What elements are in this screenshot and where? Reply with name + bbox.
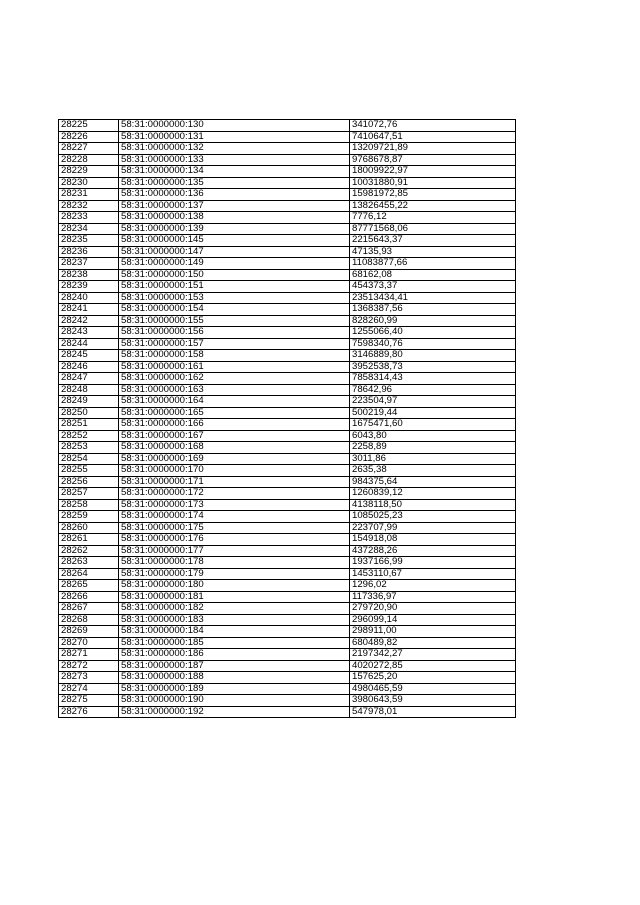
row-number-cell: 28243 [59, 327, 119, 339]
table-row [59, 269, 516, 281]
cadastral-number-cell: 58:31:0000000:175 [119, 522, 350, 534]
row-number-cell: 28252 [59, 430, 119, 442]
table-row [59, 545, 516, 557]
cadastral-number-cell: 58:31:0000000:149 [119, 258, 350, 270]
row-number-cell: 28235 [59, 235, 119, 247]
table-row [59, 522, 516, 534]
value-cell: 1260839,12 [350, 488, 516, 500]
cadastral-number-cell: 58:31:0000000:184 [119, 626, 350, 638]
value-cell: 87771568,06 [350, 223, 516, 235]
row-number-cell: 28269 [59, 626, 119, 638]
cadastral-number-cell: 58:31:0000000:154 [119, 304, 350, 316]
row-number-cell: 28228 [59, 154, 119, 166]
cadastral-number-cell: 58:31:0000000:169 [119, 453, 350, 465]
value-cell: 3952538,73 [350, 361, 516, 373]
row-number-cell: 28241 [59, 304, 119, 316]
value-cell: 547978,01 [350, 706, 516, 718]
table-row [59, 258, 516, 270]
cadastral-number-cell: 58:31:0000000:176 [119, 534, 350, 546]
row-number-cell: 28266 [59, 591, 119, 603]
row-number-cell: 28260 [59, 522, 119, 534]
row-number-cell: 28261 [59, 534, 119, 546]
cadastral-number-cell: 58:31:0000000:130 [119, 120, 350, 132]
value-cell: 2215643,37 [350, 235, 516, 247]
table-row [59, 568, 516, 580]
table-row [59, 649, 516, 661]
cadastral-number-cell: 58:31:0000000:151 [119, 281, 350, 293]
row-number-cell: 28245 [59, 350, 119, 362]
row-number-cell: 28237 [59, 258, 119, 270]
value-cell: 6043,80 [350, 430, 516, 442]
cadastral-number-cell: 58:31:0000000:188 [119, 672, 350, 684]
cadastral-number-cell: 58:31:0000000:162 [119, 373, 350, 385]
cadastral-number-cell: 58:31:0000000:168 [119, 442, 350, 454]
value-cell: 78642,96 [350, 384, 516, 396]
row-number-cell: 28268 [59, 614, 119, 626]
value-cell: 500219,44 [350, 407, 516, 419]
table-row [59, 407, 516, 419]
cadastral-number-cell: 58:31:0000000:187 [119, 660, 350, 672]
table-row [59, 511, 516, 523]
table-row [59, 488, 516, 500]
value-cell: 15981972,85 [350, 189, 516, 201]
cadastral-number-cell: 58:31:0000000:155 [119, 315, 350, 327]
row-number-cell: 28258 [59, 499, 119, 511]
row-number-cell: 28233 [59, 212, 119, 224]
cadastral-number-cell: 58:31:0000000:145 [119, 235, 350, 247]
cadastral-number-cell: 58:31:0000000:163 [119, 384, 350, 396]
table-row [59, 442, 516, 454]
value-cell: 7410647,51 [350, 131, 516, 143]
row-number-cell: 28251 [59, 419, 119, 431]
value-cell: 223504,97 [350, 396, 516, 408]
row-number-cell: 28272 [59, 660, 119, 672]
value-cell: 13209721,89 [350, 143, 516, 155]
table-row [59, 614, 516, 626]
cadastral-number-cell: 58:31:0000000:183 [119, 614, 350, 626]
cadastral-number-cell: 58:31:0000000:170 [119, 465, 350, 477]
value-cell: 157625,20 [350, 672, 516, 684]
cadastral-number-cell: 58:31:0000000:136 [119, 189, 350, 201]
row-number-cell: 28242 [59, 315, 119, 327]
table-row [59, 695, 516, 707]
row-number-cell: 28270 [59, 637, 119, 649]
row-number-cell: 28232 [59, 200, 119, 212]
cadastral-number-cell: 58:31:0000000:164 [119, 396, 350, 408]
table-row [59, 177, 516, 189]
table-body [59, 120, 516, 718]
value-cell: 4138118,50 [350, 499, 516, 511]
cadastral-number-cell: 58:31:0000000:156 [119, 327, 350, 339]
cadastral-number-cell: 58:31:0000000:185 [119, 637, 350, 649]
table-row [59, 660, 516, 672]
table-row [59, 384, 516, 396]
cadastral-number-cell: 58:31:0000000:150 [119, 269, 350, 281]
cadastral-number-cell: 58:31:0000000:167 [119, 430, 350, 442]
table-row [59, 637, 516, 649]
table-row [59, 465, 516, 477]
table-row [59, 281, 516, 293]
table-row [59, 419, 516, 431]
row-number-cell: 28253 [59, 442, 119, 454]
table-row [59, 430, 516, 442]
table-row [59, 603, 516, 615]
table-row [59, 315, 516, 327]
value-cell: 2258,89 [350, 442, 516, 454]
row-number-cell: 28231 [59, 189, 119, 201]
table-row [59, 499, 516, 511]
row-number-cell: 28247 [59, 373, 119, 385]
value-cell: 1368387,56 [350, 304, 516, 316]
value-cell: 1085025,23 [350, 511, 516, 523]
table-row [59, 361, 516, 373]
table-row [59, 189, 516, 201]
row-number-cell: 28257 [59, 488, 119, 500]
value-cell: 13826455,22 [350, 200, 516, 212]
value-cell: 68162,08 [350, 269, 516, 281]
value-cell: 3980643,59 [350, 695, 516, 707]
row-number-cell: 28273 [59, 672, 119, 684]
table-row [59, 453, 516, 465]
table-row [59, 223, 516, 235]
row-number-cell: 28263 [59, 557, 119, 569]
table-row [59, 200, 516, 212]
row-number-cell: 28226 [59, 131, 119, 143]
row-number-cell: 28230 [59, 177, 119, 189]
row-number-cell: 28256 [59, 476, 119, 488]
row-number-cell: 28236 [59, 246, 119, 258]
table-row [59, 373, 516, 385]
value-cell: 11083877,66 [350, 258, 516, 270]
value-cell: 2635,38 [350, 465, 516, 477]
table-row [59, 396, 516, 408]
value-cell: 117336,97 [350, 591, 516, 603]
table-row [59, 292, 516, 304]
row-number-cell: 28276 [59, 706, 119, 718]
table-row [59, 350, 516, 362]
cadastral-number-cell: 58:31:0000000:131 [119, 131, 350, 143]
value-cell: 47135,93 [350, 246, 516, 258]
value-cell: 23513434,41 [350, 292, 516, 304]
value-cell: 1296,02 [350, 580, 516, 592]
value-cell: 9768678,87 [350, 154, 516, 166]
value-cell: 828260,99 [350, 315, 516, 327]
value-cell: 680489,82 [350, 637, 516, 649]
value-cell: 223707,99 [350, 522, 516, 534]
row-number-cell: 28234 [59, 223, 119, 235]
row-number-cell: 28262 [59, 545, 119, 557]
cadastral-number-cell: 58:31:0000000:174 [119, 511, 350, 523]
row-number-cell: 28254 [59, 453, 119, 465]
value-cell: 437288,26 [350, 545, 516, 557]
row-number-cell: 28265 [59, 580, 119, 592]
table-row [59, 683, 516, 695]
table-row [59, 626, 516, 638]
table-row [59, 534, 516, 546]
table-row [59, 591, 516, 603]
cadastral-number-cell: 58:31:0000000:137 [119, 200, 350, 212]
value-cell: 279720,90 [350, 603, 516, 615]
table-row [59, 706, 516, 718]
cadastral-number-cell: 58:31:0000000:172 [119, 488, 350, 500]
table-row [59, 120, 516, 132]
value-cell: 4980465,59 [350, 683, 516, 695]
row-number-cell: 28250 [59, 407, 119, 419]
table-row [59, 338, 516, 350]
cadastral-number-cell: 58:31:0000000:134 [119, 166, 350, 178]
cadastral-number-cell: 58:31:0000000:153 [119, 292, 350, 304]
table-row [59, 246, 516, 258]
cadastral-number-cell: 58:31:0000000:133 [119, 154, 350, 166]
value-cell: 7598340,76 [350, 338, 516, 350]
row-number-cell: 28267 [59, 603, 119, 615]
row-number-cell: 28229 [59, 166, 119, 178]
cadastral-number-cell: 58:31:0000000:179 [119, 568, 350, 580]
value-cell: 1453110,67 [350, 568, 516, 580]
cadastral-number-cell: 58:31:0000000:138 [119, 212, 350, 224]
row-number-cell: 28248 [59, 384, 119, 396]
value-cell: 454373,37 [350, 281, 516, 293]
row-number-cell: 28227 [59, 143, 119, 155]
row-number-cell: 28246 [59, 361, 119, 373]
table-row [59, 557, 516, 569]
value-cell: 2197342,27 [350, 649, 516, 661]
value-cell: 3011,86 [350, 453, 516, 465]
cadastral-value-table [58, 119, 516, 718]
row-number-cell: 28238 [59, 269, 119, 281]
cadastral-number-cell: 58:31:0000000:180 [119, 580, 350, 592]
table-row [59, 131, 516, 143]
value-cell: 7776,12 [350, 212, 516, 224]
row-number-cell: 28249 [59, 396, 119, 408]
cadastral-number-cell: 58:31:0000000:189 [119, 683, 350, 695]
row-number-cell: 28255 [59, 465, 119, 477]
cadastral-number-cell: 58:31:0000000:190 [119, 695, 350, 707]
cadastral-number-cell: 58:31:0000000:182 [119, 603, 350, 615]
cadastral-number-cell: 58:31:0000000:171 [119, 476, 350, 488]
value-cell: 7858314,43 [350, 373, 516, 385]
table-row [59, 154, 516, 166]
table-row [59, 143, 516, 155]
table-row [59, 212, 516, 224]
row-number-cell: 28244 [59, 338, 119, 350]
cadastral-number-cell: 58:31:0000000:139 [119, 223, 350, 235]
cadastral-number-cell: 58:31:0000000:177 [119, 545, 350, 557]
value-cell: 154918,08 [350, 534, 516, 546]
cadastral-number-cell: 58:31:0000000:132 [119, 143, 350, 155]
cadastral-number-cell: 58:31:0000000:192 [119, 706, 350, 718]
row-number-cell: 28225 [59, 120, 119, 132]
value-cell: 341072,76 [350, 120, 516, 132]
value-cell: 3146889,80 [350, 350, 516, 362]
cadastral-number-cell: 58:31:0000000:166 [119, 419, 350, 431]
cadastral-number-cell: 58:31:0000000:135 [119, 177, 350, 189]
cadastral-number-cell: 58:31:0000000:158 [119, 350, 350, 362]
value-cell: 984375,64 [350, 476, 516, 488]
row-number-cell: 28271 [59, 649, 119, 661]
table-row [59, 166, 516, 178]
row-number-cell: 28264 [59, 568, 119, 580]
table-row [59, 672, 516, 684]
cadastral-number-cell: 58:31:0000000:165 [119, 407, 350, 419]
value-cell: 1937166,99 [350, 557, 516, 569]
cadastral-number-cell: 58:31:0000000:173 [119, 499, 350, 511]
value-cell: 18009922,97 [350, 166, 516, 178]
value-cell: 1675471,60 [350, 419, 516, 431]
value-cell: 296099,14 [350, 614, 516, 626]
value-cell: 1255066,40 [350, 327, 516, 339]
cadastral-number-cell: 58:31:0000000:186 [119, 649, 350, 661]
cadastral-number-cell: 58:31:0000000:147 [119, 246, 350, 258]
table-row [59, 327, 516, 339]
table-row [59, 476, 516, 488]
row-number-cell: 28275 [59, 695, 119, 707]
cadastral-number-cell: 58:31:0000000:181 [119, 591, 350, 603]
cadastral-number-cell: 58:31:0000000:157 [119, 338, 350, 350]
row-number-cell: 28239 [59, 281, 119, 293]
value-cell: 298911,00 [350, 626, 516, 638]
row-number-cell: 28274 [59, 683, 119, 695]
row-number-cell: 28259 [59, 511, 119, 523]
value-cell: 4020272,85 [350, 660, 516, 672]
cadastral-number-cell: 58:31:0000000:161 [119, 361, 350, 373]
table-row [59, 304, 516, 316]
table-row [59, 235, 516, 247]
row-number-cell: 28240 [59, 292, 119, 304]
value-cell: 10031880,91 [350, 177, 516, 189]
cadastral-number-cell: 58:31:0000000:178 [119, 557, 350, 569]
table-row [59, 580, 516, 592]
